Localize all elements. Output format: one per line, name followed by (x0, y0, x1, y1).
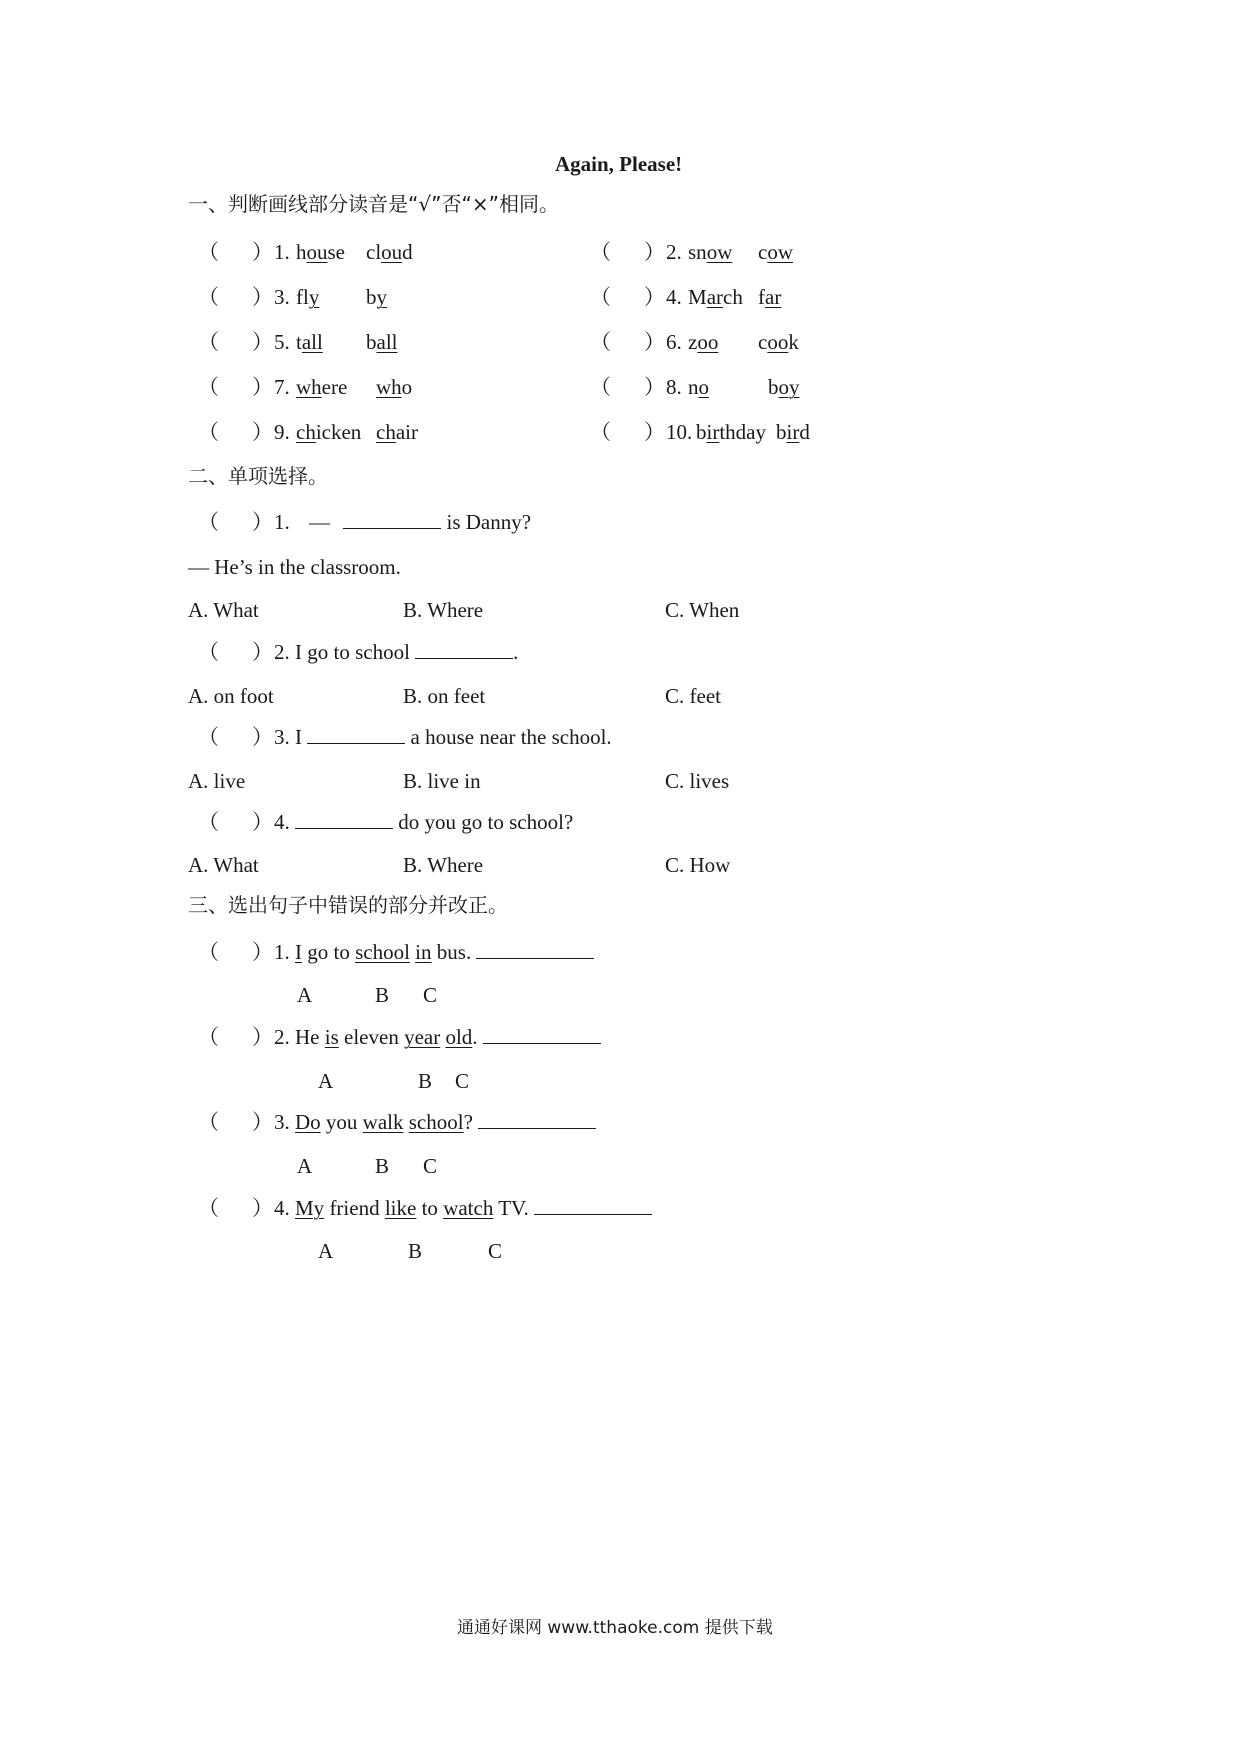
word-part: t (296, 330, 302, 354)
mc-q2-option-b: B. on feet (403, 684, 486, 708)
answer-blank[interactable] (307, 742, 405, 744)
mc-q3-text-end: a house near the school. (410, 725, 612, 749)
phonics-2-number: 2. (666, 240, 682, 264)
answer-blank[interactable] (415, 657, 513, 659)
err-q2-part-b: year (404, 1025, 441, 1049)
err-q3-part-a: Do (295, 1110, 321, 1134)
worksheet-title: Again, Please! (555, 152, 683, 176)
word-part: air (395, 420, 418, 444)
err-q1-paren-close: ） (252, 940, 273, 964)
err-q4-paren-close: ） (252, 1196, 273, 1220)
err-q3-letter-c: C (423, 1154, 438, 1178)
phonics-10-paren-open: （ (590, 420, 611, 444)
answer-blank[interactable] (343, 527, 441, 529)
err-q1-letter-a: A (297, 983, 313, 1007)
answer-blank[interactable] (534, 1213, 652, 1215)
phonics-9-number: 9. (274, 420, 290, 444)
err-q2-letter-c: C (455, 1069, 470, 1093)
err-q4-letter-c: C (488, 1239, 503, 1263)
underlined-letters: all (376, 330, 398, 354)
underlined-letters: oo (697, 330, 719, 354)
err-q4-part-c: watch (443, 1196, 494, 1220)
underlined-letters: ar (765, 285, 782, 309)
word-part: c (758, 240, 768, 264)
phonics-8-word-2 (768, 377, 800, 398)
err-q1-sentence (274, 942, 594, 963)
err-q3-part-b: walk (362, 1110, 404, 1134)
footer-credit: 通通好课网 www.tthaoke.com 提供下载 (457, 1618, 773, 1638)
err-q2-paren-close: ） (252, 1025, 273, 1049)
err-q1-number: 1. (274, 940, 290, 964)
mc-q4-option-c: C. How (665, 853, 731, 877)
phonics-4-word-1 (688, 287, 743, 308)
word-part: b (366, 330, 377, 354)
err-q2-part-c: old (445, 1025, 473, 1049)
underlined-letters: ch (296, 420, 316, 444)
underlined-letters: ow (767, 240, 793, 264)
mc-q3-paren-close: ） (252, 725, 273, 749)
underlined-letters: all (301, 330, 323, 354)
phonics-1-word-1 (296, 242, 345, 263)
err-q2-letter-a: A (318, 1069, 334, 1093)
err-q3-sentence (274, 1112, 596, 1133)
err-q4-text-end: TV. (498, 1196, 529, 1220)
word-part: b (366, 285, 377, 309)
err-q4-text: friend (329, 1196, 380, 1220)
phonics-10-number: 10. (666, 420, 693, 444)
err-q3-paren-open: （ (198, 1110, 219, 1134)
word-part: ch (723, 285, 743, 309)
phonics-10-word-2 (776, 422, 810, 443)
answer-blank[interactable] (483, 1042, 601, 1044)
word-part: M (688, 285, 707, 309)
answer-blank[interactable] (295, 827, 393, 829)
err-q4-paren-open: （ (198, 1196, 219, 1220)
section1-heading: 一、判断画线部分读音是“√”否“×”相同。 (188, 192, 559, 216)
mc-q3-option-a: A. live (188, 769, 246, 793)
err-q2-text: He (295, 1025, 320, 1049)
err-q3-text: you (325, 1110, 358, 1134)
word-part: c (758, 330, 768, 354)
phonics-1-number: 1. (274, 240, 290, 264)
underlined-letters: y (308, 285, 320, 309)
err-q3-letter-a: A (297, 1154, 313, 1178)
word-part: cl (366, 240, 382, 264)
mc-q3-option-b: B. live in (403, 769, 481, 793)
mc-q2-paren-open: （ (198, 640, 219, 664)
mc-q4-stem (274, 812, 573, 833)
err-q4-part-b: like (384, 1196, 417, 1220)
mc-q2-stem (274, 642, 518, 663)
phonics-3-paren-open: （ (198, 285, 219, 309)
mc-q3-stem (274, 727, 612, 748)
phonics-5-paren-close: ） (252, 330, 273, 354)
phonics-8-word-1 (688, 377, 709, 398)
phonics-7-word-1 (296, 377, 347, 398)
word-part: se (327, 240, 345, 264)
err-q4-text-mid: to (421, 1196, 438, 1220)
mc-q1-number: 1. (274, 510, 290, 534)
underlined-letters: oy (778, 375, 800, 399)
word-part: b (768, 375, 779, 399)
mc-q1-stem (274, 512, 531, 533)
err-q2-text-mid: eleven (344, 1025, 399, 1049)
phonics-7-paren-close: ） (252, 375, 273, 399)
phonics-3-number: 3. (274, 285, 290, 309)
underlined-letters: wh (376, 375, 402, 399)
answer-blank[interactable] (476, 957, 594, 959)
mc-q3-option-c: C. lives (665, 769, 730, 793)
err-q3-question-mark: ? (463, 1110, 473, 1134)
underlined-letters: o (698, 375, 709, 399)
phonics-3-word-1 (296, 287, 319, 308)
word-part: n (688, 375, 699, 399)
phonics-6-word-1 (688, 332, 718, 353)
answer-blank[interactable] (478, 1127, 596, 1129)
phonics-3-word-2 (366, 287, 387, 308)
section3-heading: 三、选出句子中错误的部分并改正。 (188, 893, 508, 917)
phonics-10-word-1 (696, 422, 766, 443)
err-q1-part-a: I (295, 940, 302, 964)
err-q2-paren-open: （ (198, 1025, 219, 1049)
phonics-9-paren-open: （ (198, 420, 219, 444)
err-q1-text-end: bus. (436, 940, 472, 964)
word-part: d (799, 420, 810, 444)
phonics-5-word-2 (366, 332, 398, 353)
err-q1-paren-open: （ (198, 940, 219, 964)
word-part: sn (688, 240, 707, 264)
err-q1-part-b: school (355, 940, 410, 964)
phonics-4-number: 4. (666, 285, 682, 309)
mc-q3-number: 3. (274, 725, 290, 749)
err-q4-letter-a: A (318, 1239, 334, 1263)
underlined-letters: ar (706, 285, 724, 309)
mc-q2-option-c: C. feet (665, 684, 721, 708)
phonics-1-paren-open: （ (198, 240, 219, 264)
err-q4-number: 4. (274, 1196, 290, 1220)
phonics-6-paren-open: （ (590, 330, 611, 354)
mc-q1-option-c: C. When (665, 598, 740, 622)
err-q2-part-a: is (324, 1025, 339, 1049)
mc-q3-paren-open: （ (198, 725, 219, 749)
phonics-2-word-2 (758, 242, 793, 263)
mc-q1-option-a: A. What (188, 598, 259, 622)
phonics-2-word-1 (688, 242, 732, 263)
err-q4-part-a: My (295, 1196, 325, 1220)
underlined-letters: wh (296, 375, 322, 399)
phonics-8-paren-close: ） (644, 375, 665, 399)
phonics-1-word-2 (366, 242, 413, 263)
phonics-10-paren-close: ） (644, 420, 665, 444)
phonics-9-paren-close: ） (252, 420, 273, 444)
word-part: b (696, 420, 707, 444)
err-q2-letter-b: B (418, 1069, 433, 1093)
word-part: o (401, 375, 413, 399)
err-q2-number: 2. (274, 1025, 290, 1049)
underlined-letters: y (376, 285, 387, 309)
err-q1-letter-c: C (423, 983, 438, 1007)
word-part: f (758, 285, 765, 309)
phonics-6-paren-close: ） (644, 330, 665, 354)
phonics-4-paren-close: ） (644, 285, 665, 309)
mc-q2-number: 2. (274, 640, 290, 664)
word-part: z (688, 330, 698, 354)
phonics-5-word-1 (296, 332, 323, 353)
phonics-1-paren-close: ） (252, 240, 273, 264)
phonics-6-number: 6. (666, 330, 682, 354)
err-q1-part-c: in (415, 940, 432, 964)
mc-q1-text: is Danny? (446, 510, 532, 534)
phonics-4-paren-open: （ (590, 285, 611, 309)
mc-q4-paren-open: （ (198, 810, 219, 834)
word-part: k (788, 330, 799, 354)
err-q2-period: . (472, 1025, 478, 1049)
mc-q1-paren-close: ） (252, 510, 273, 534)
err-q4-letter-b: B (408, 1239, 423, 1263)
phonics-2-paren-open: （ (590, 240, 611, 264)
err-q1-letter-b: B (375, 983, 390, 1007)
phonics-9-word-2 (376, 422, 418, 443)
underlined-letters: ir (786, 420, 800, 444)
mc-q4-option-b: B. Where (403, 853, 484, 877)
err-q1-text: go to (307, 940, 350, 964)
mc-q4-option-a: A. What (188, 853, 259, 877)
mc-q4-number: 4. (274, 810, 290, 834)
mc-q4-text: do you go to school? (398, 810, 574, 834)
word-part: icken (315, 420, 362, 444)
phonics-5-paren-open: （ (198, 330, 219, 354)
underlined-letters: ou (306, 240, 328, 264)
underlined-letters: ir (706, 420, 720, 444)
mc-q2-option-a: A. on foot (188, 684, 274, 708)
err-q3-letter-b: B (375, 1154, 390, 1178)
word-part: h (296, 240, 307, 264)
phonics-7-word-2 (376, 377, 412, 398)
mc-q2-period: . (513, 640, 519, 664)
phonics-8-number: 8. (666, 375, 682, 399)
phonics-3-paren-close: ） (252, 285, 273, 309)
word-part: ere (321, 375, 348, 399)
phonics-7-paren-open: （ (198, 375, 219, 399)
phonics-2-paren-close: ） (644, 240, 665, 264)
phonics-6-word-2 (758, 332, 799, 353)
err-q3-part-c: school (408, 1110, 464, 1134)
mc-q2-paren-close: ） (252, 640, 273, 664)
underlined-letters: ow (706, 240, 733, 264)
phonics-5-number: 5. (274, 330, 290, 354)
err-q3-paren-close: ） (252, 1110, 273, 1134)
mc-q1-dash: — (309, 510, 330, 534)
word-part: thday (719, 420, 766, 444)
word-part: fl (296, 285, 309, 309)
word-part: b (776, 420, 787, 444)
err-q2-sentence (274, 1027, 601, 1048)
mc-q1-reply: — He’s in the classroom. (188, 555, 401, 579)
phonics-7-number: 7. (274, 375, 290, 399)
mc-q3-text: I (295, 725, 302, 749)
mc-q4-paren-close: ） (252, 810, 273, 834)
underlined-letters: ch (376, 420, 396, 444)
phonics-9-word-1 (296, 422, 361, 443)
mc-q2-text: I go to school (295, 640, 410, 664)
phonics-8-paren-open: （ (590, 375, 611, 399)
err-q4-sentence (274, 1198, 652, 1219)
mc-q1-option-b: B. Where (403, 598, 484, 622)
phonics-4-word-2 (758, 287, 781, 308)
section2-heading: 二、单项选择。 (188, 464, 328, 488)
err-q3-number: 3. (274, 1110, 290, 1134)
mc-q1-paren-open: （ (198, 510, 219, 534)
underlined-letters: oo (767, 330, 789, 354)
word-part: d (402, 240, 413, 264)
underlined-letters: ou (381, 240, 403, 264)
